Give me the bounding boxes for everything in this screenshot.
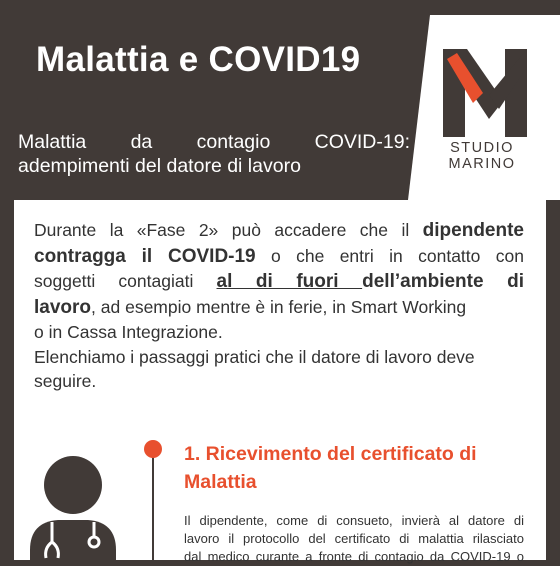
intro-line-3: [34, 269, 524, 295]
intro-text-1b: dipendente: [422, 220, 524, 241]
intro-text-1h: lavoro: [34, 296, 92, 318]
step-1-body-line-2: lavoro il protocollo del certificato di malattia rilasciato: [184, 531, 524, 546]
subtitle-line-2: adempimenti del datore di lavoro: [18, 155, 301, 178]
intro-text-1e: soggetti contagiati: [34, 271, 217, 291]
step-1-body-line-1: Il dipendente, come di consueto, invierà al datore di: [184, 513, 524, 528]
intro-text-1j: o in Cassa Integrazione.: [34, 322, 223, 342]
content-card: [14, 200, 546, 564]
logo-text-line-2: MARINO: [448, 156, 516, 172]
intro-text-1d: o che entri in contatto con: [255, 245, 524, 266]
studio-marino-logo: [443, 49, 527, 137]
intro-text-1a: Durante la «Fase 2» può accadere che il: [34, 220, 423, 240]
page-title: Malattia e COVID19: [36, 40, 361, 79]
doctor-avatar-icon: [28, 450, 118, 560]
intro-line-5: [34, 320, 524, 345]
intro-paragraph-2: Elenchiamo i passaggi pratici che il datore di lavoro deve seguire.: [34, 346, 475, 391]
intro-line-4: [34, 295, 524, 321]
step-1-title: 1. Ricevimento del certificato di Malattia: [184, 443, 477, 493]
subtitle-line-1: Malattia da contagio COVID-19:: [18, 131, 410, 153]
step-1-body-line-3: dal medico curante a fronte di contagio da COVID-19 o: [184, 549, 524, 564]
intro-line-2: [34, 244, 524, 270]
timeline-line: [152, 445, 154, 560]
intro-text-1g: dell’ambiente di: [362, 271, 524, 292]
intro-line-1: [34, 218, 524, 244]
intro-text-1i: , ad esempio mentre è in ferie, in Smart Working: [91, 296, 467, 317]
intro-text: [34, 218, 524, 394]
step-1-body: [184, 512, 524, 566]
intro-text-1f: al di fuori: [216, 271, 363, 292]
logo-text: [432, 140, 532, 172]
logo-text-line-1: STUDIO: [450, 140, 514, 156]
timeline-dot: [144, 440, 162, 458]
page-subtitle: [18, 130, 410, 179]
intro-text-1c: contragga il COVID-19: [34, 245, 256, 267]
